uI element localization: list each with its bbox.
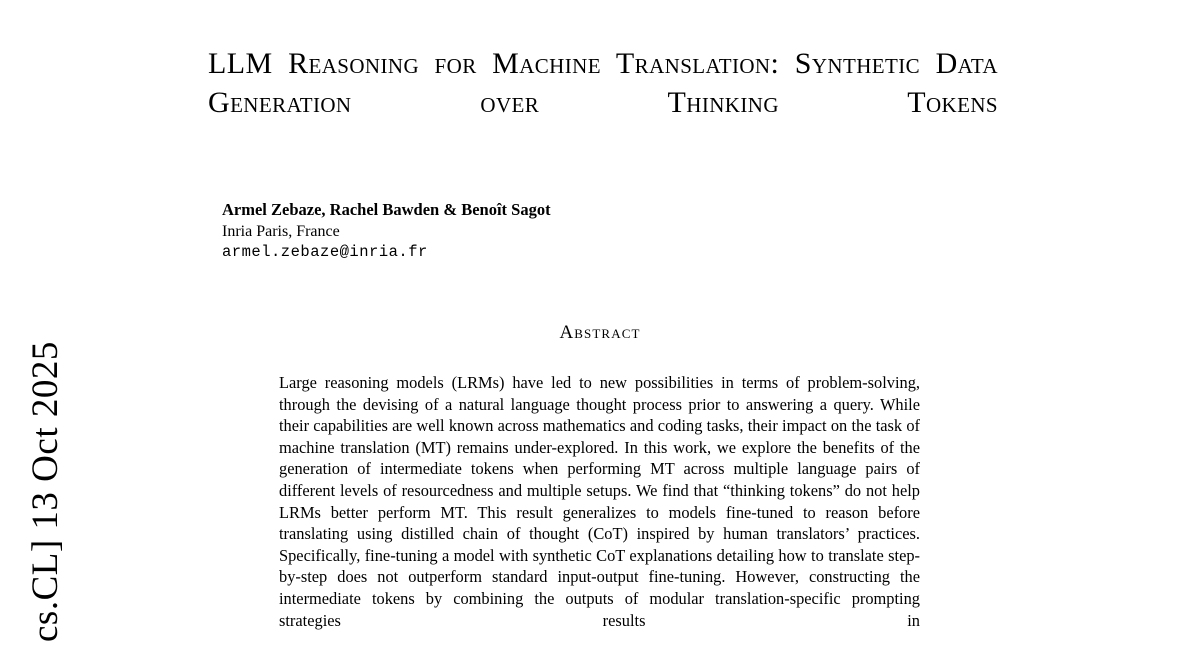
abstract-heading: Abstract — [559, 322, 641, 343]
author-block — [222, 200, 982, 262]
arxiv-identifier-stamp: cs.CL] 13 Oct 2025 — [24, 341, 66, 642]
abstract-text: Large reasoning models (LRMs) have led to new possibilities in terms of problem-solving, through the devising of a natural language thought process prior to answering a query. While their capabilities are well known across mathematics and coding tasks, their impact on the task of machine translation (MT) remains under-explored. In this work, we explore the benefits of the generation of intermediate tokens when performing MT across multiple language pairs of different levels of resourcedness and multiple setups. We find that “thinking tokens” do not help LRMs better perform MT. This result generalizes to models fine-tuned to reason before translating using distilled chain of thought (CoT) inspired by human translators’ practices. Specifically, fine-tuning a model with synthetic CoT explanations detailing how to translate step-by-step does not outperform standard input-output fine-tuning. However, constructing the intermediate tokens by combining the outputs of modular translation-specific prompting strategies results in — [279, 373, 920, 630]
author-affiliation: Inria Paris, France — [222, 223, 340, 240]
page-title: LLM Reasoning for Machine Translation: Synthetic Data Generation over Thinking Tokens — [208, 47, 998, 119]
author-names: Armel Zebaze, Rachel Bawden & Benoît Sagot — [222, 200, 551, 219]
author-email: armel.zebaze@inria.fr — [222, 243, 428, 261]
abstract-section — [279, 372, 920, 631]
